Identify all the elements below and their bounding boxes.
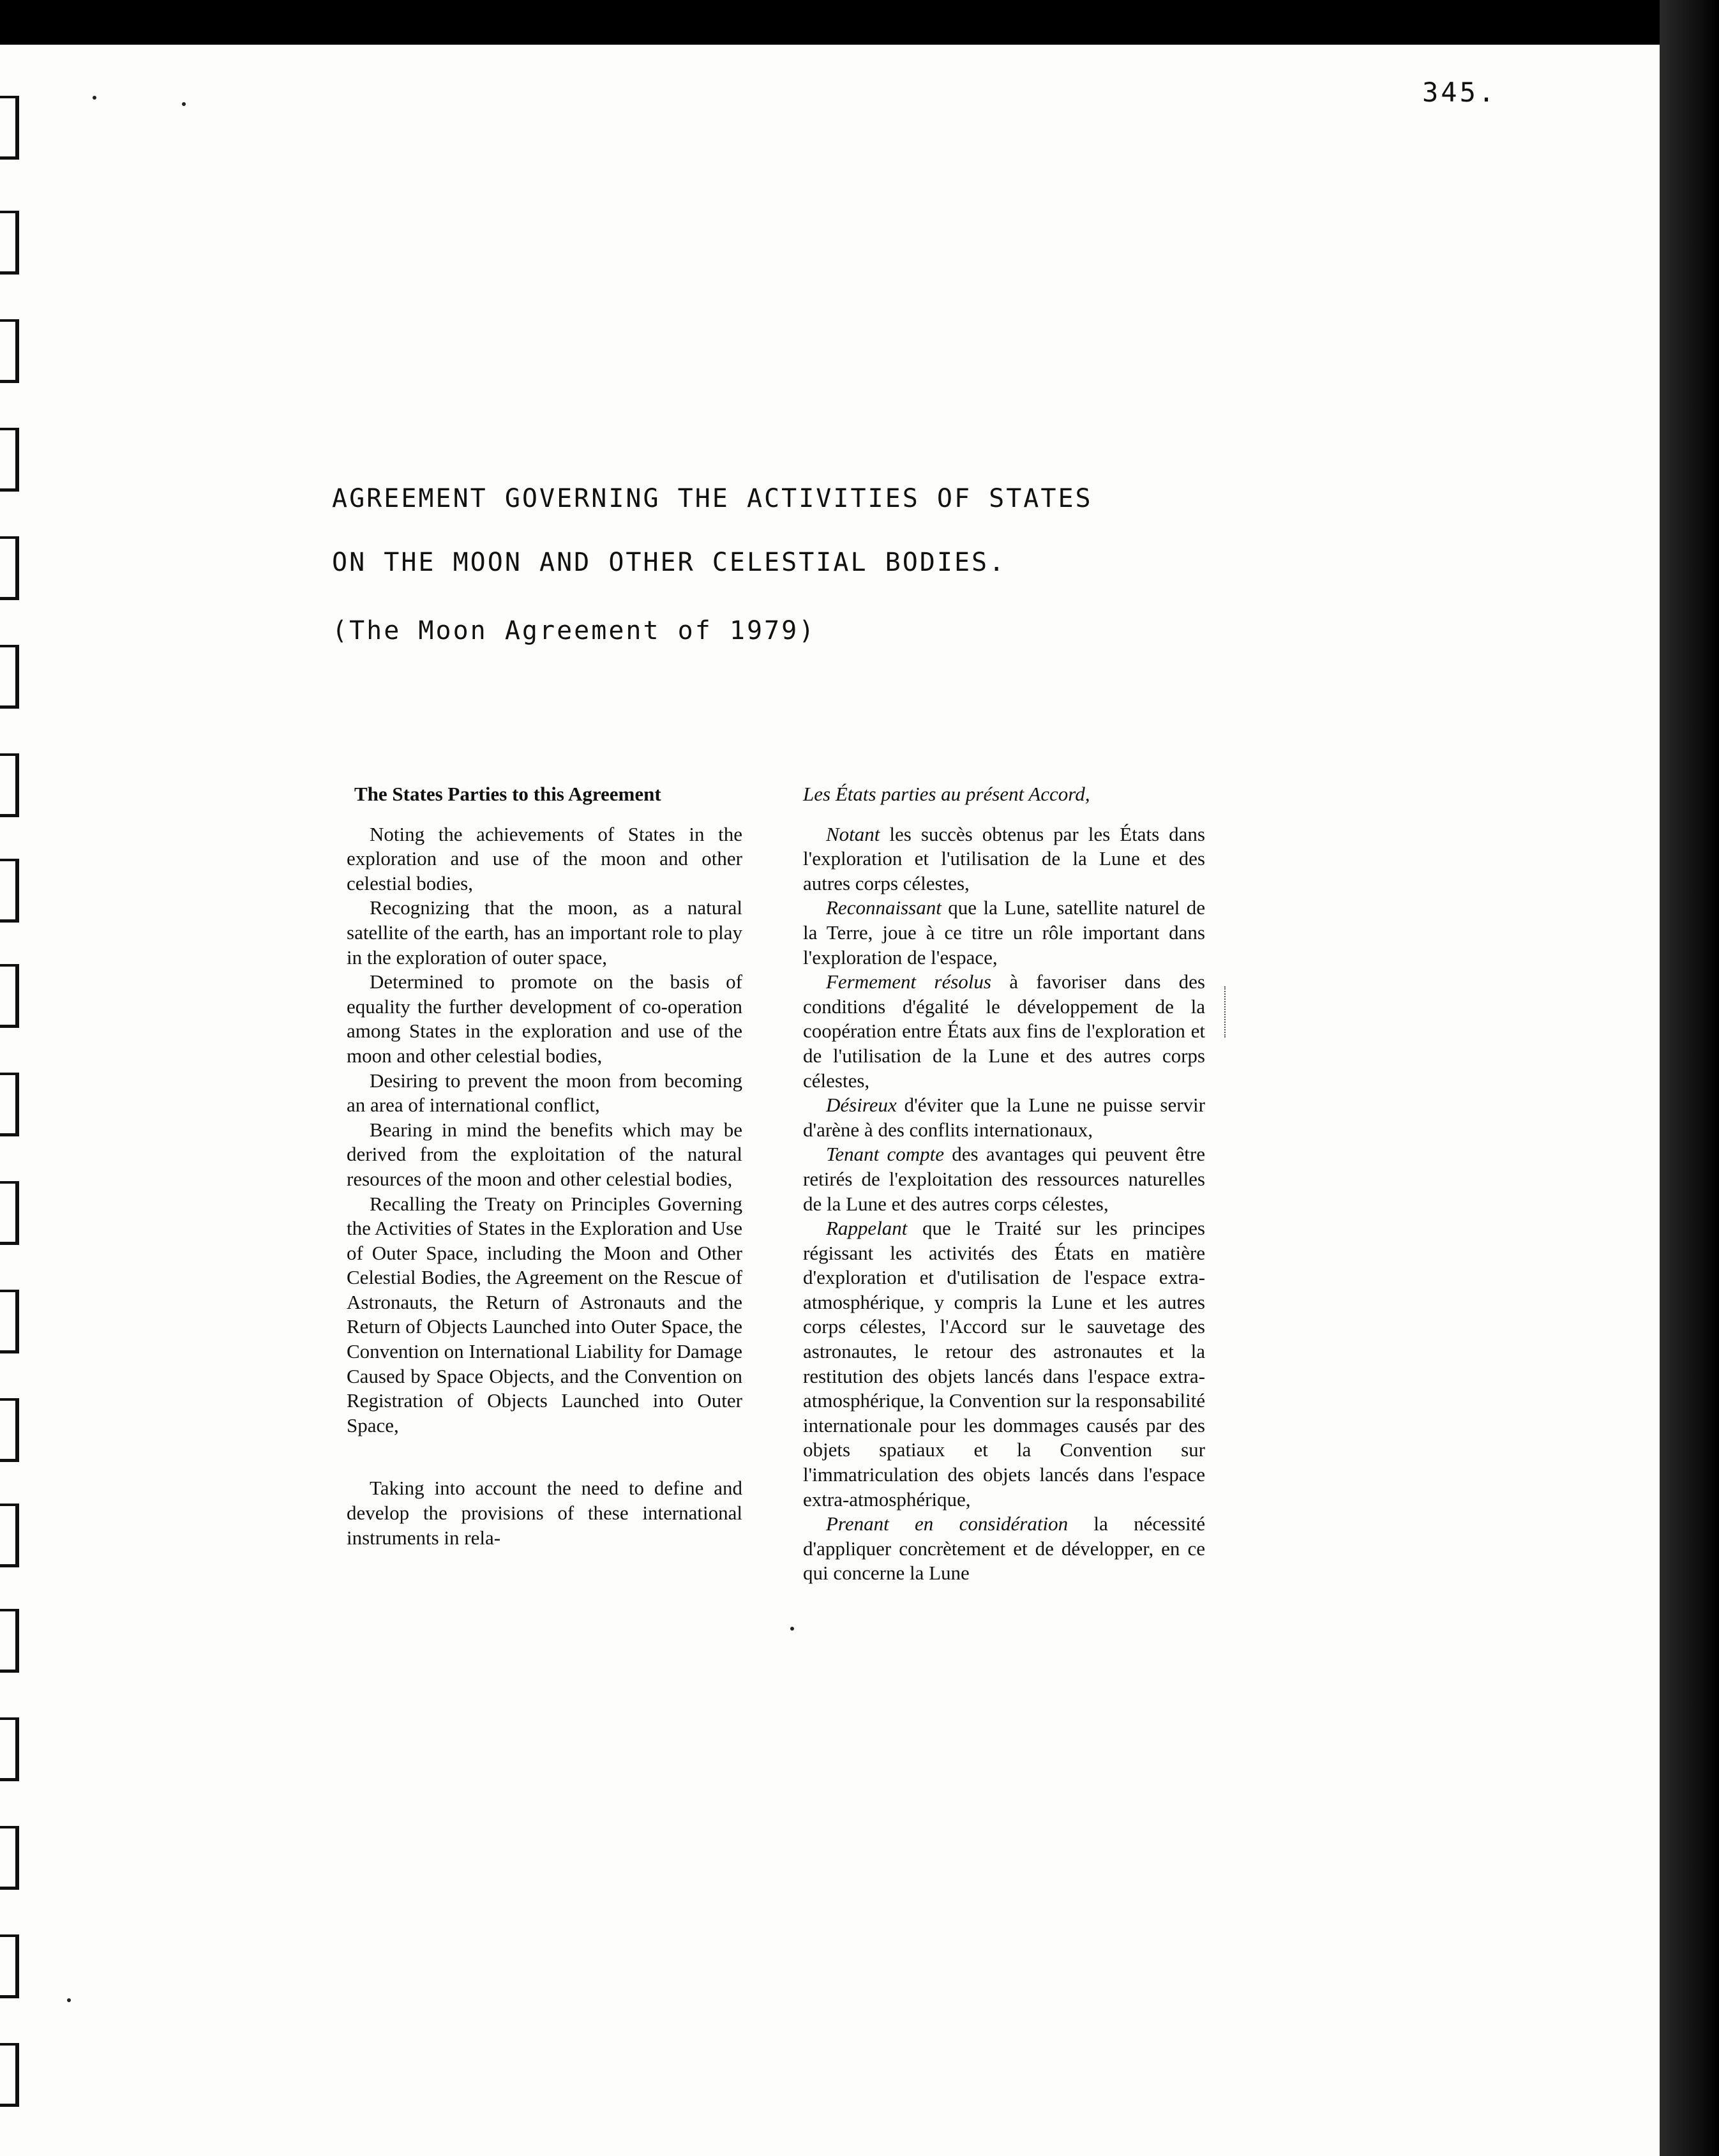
paragraph-gap: [347, 1438, 742, 1476]
english-paragraph: Recalling the Treaty on Principles Governing the Activities of States in the Exploration and Use of Outer Space, including the Moon and Other Celestial Bodies, the Agreement on the Rescue of Astronauts, the Return of Astronauts and the Return of Objects Launched into Outer Space, the Convention on International Liability for Damage Caused by Space Objects, and the Convention on Registration of Objects Launched into Outer Space,: [347, 1192, 742, 1436]
french-paragraph: [803, 1216, 1205, 1512]
french-lead: Prenant en considération: [826, 1512, 1069, 1535]
french-text: à favoriser dans des conditions d'égalité le développement de la coopération entre États aux fins de l'exploration et de l'utilisation de la Lune et des autres corps célestes,: [803, 970, 1205, 1092]
page-number: 345.: [1422, 77, 1498, 108]
english-column: [347, 782, 742, 1550]
binding-mark: [0, 1934, 19, 1998]
english-paragraph: Noting the achievements of States in the exploration and use of the moon and other celestial bodies,: [347, 822, 742, 894]
french-lead: Rappelant: [826, 1217, 908, 1240]
binding-mark: [0, 1181, 19, 1245]
scan-speck: [93, 96, 96, 100]
binding-mark: [0, 428, 19, 492]
french-text: d'éviter que la Lune ne puisse servir d'arène à des conflits internationaux,: [803, 1094, 1205, 1141]
english-paragraph: Bearing in mind the benefits which may be derived from the exploitation of the natural resources of the moon and other celestial bodies,: [347, 1118, 742, 1190]
binding-mark: [0, 1290, 19, 1353]
french-paragraph: [803, 1512, 1205, 1586]
french-lead: Désireux: [826, 1094, 897, 1117]
binding-mark: [0, 536, 19, 600]
french-column: [803, 782, 1205, 1586]
french-lead: Fermement résolus: [826, 970, 991, 993]
french-text: la nécessité d'appliquer concrètement et de développer, en ce qui concerne la Lune: [803, 1512, 1206, 1585]
french-text: que la Lune, satellite naturel de la Terre, joue à ce titre un rôle important dans l'exploration de l'espace,: [803, 896, 1205, 969]
binding-mark: [0, 1717, 19, 1781]
binding-mark: [0, 1504, 19, 1567]
binding-mark: [0, 964, 19, 1028]
document-title-line-1: AGREEMENT GOVERNING THE ACTIVITIES OF STATES: [332, 484, 1093, 513]
binding-mark: [0, 753, 19, 817]
binding-mark: [0, 859, 19, 923]
binding-mark: [0, 96, 19, 160]
document-subtitle: (The Moon Agreement of 1979): [332, 616, 816, 645]
english-paragraph: Desiring to prevent the moon from becoming an area of international conflict,: [347, 1069, 742, 1117]
french-text: que le Traité sur les principes régissant les activités des États en matière d'exploration et d'utilisation de l'espace extra-atmosphérique, y compris la Lune et les autres corps célestes, l'Accord sur le sauvetage des astronautes, le retour des astronautes et la restitution des objets lancés dans l'espace extra-atmosphérique, la Convention sur la responsabilité internationale pour les dommages causés par des objets spatiaux et la Convention sur l'immatriculation des objets lancés dans l'espace extra-atmosphérique,: [803, 1217, 1205, 1511]
scan-edge-shadow: [1660, 0, 1719, 2156]
margin-mark: [1224, 986, 1227, 1037]
binding-mark: [0, 1826, 19, 1890]
french-paragraph: [803, 1142, 1205, 1216]
french-lead: Reconnaissant: [826, 896, 942, 919]
french-paragraph: [803, 822, 1205, 896]
french-lead: Tenant compte: [826, 1143, 945, 1166]
english-paragraph: Taking into account the need to define and develop the provisions of these international instruments in rela-: [347, 1477, 742, 1549]
french-paragraph: [803, 970, 1205, 1093]
binding-mark: [0, 319, 19, 383]
binding-mark: [0, 1073, 19, 1136]
french-paragraph: [803, 1093, 1205, 1142]
french-text: les succès obtenus par les États dans l'exploration et l'utilisation de la Lune et des autres corps célestes,: [803, 822, 1205, 894]
french-heading: Les États parties au présent Accord,: [803, 783, 1090, 805]
french-paragraph: [803, 896, 1205, 970]
binding-mark: [0, 1609, 19, 1673]
english-paragraph: Recognizing that the moon, as a natural satellite of the earth, has an important role to play in the exploration of outer space,: [347, 896, 742, 969]
english-paragraph: Determined to promote on the basis of equality the further development of co-operation among States in the exploration and use of the moon and other celestial bodies,: [347, 970, 742, 1067]
binding-mark: [0, 2043, 19, 2107]
scan-speck: [182, 102, 186, 106]
french-text: des avantages qui peuvent être retirés de l'exploitation des ressources naturelles de la Lune et des autres corps célestes,: [803, 1143, 1205, 1215]
binding-mark: [0, 645, 19, 709]
scan-speck: [67, 1998, 71, 2002]
french-lead: Notant: [826, 822, 880, 845]
binding-mark: [0, 1398, 19, 1462]
english-heading: The States Parties to this Agreement: [354, 783, 661, 805]
scan-speck: [790, 1627, 794, 1631]
binding-mark: [0, 211, 19, 275]
document-title-line-2: ON THE MOON AND OTHER CELESTIAL BODIES.: [332, 548, 1007, 577]
